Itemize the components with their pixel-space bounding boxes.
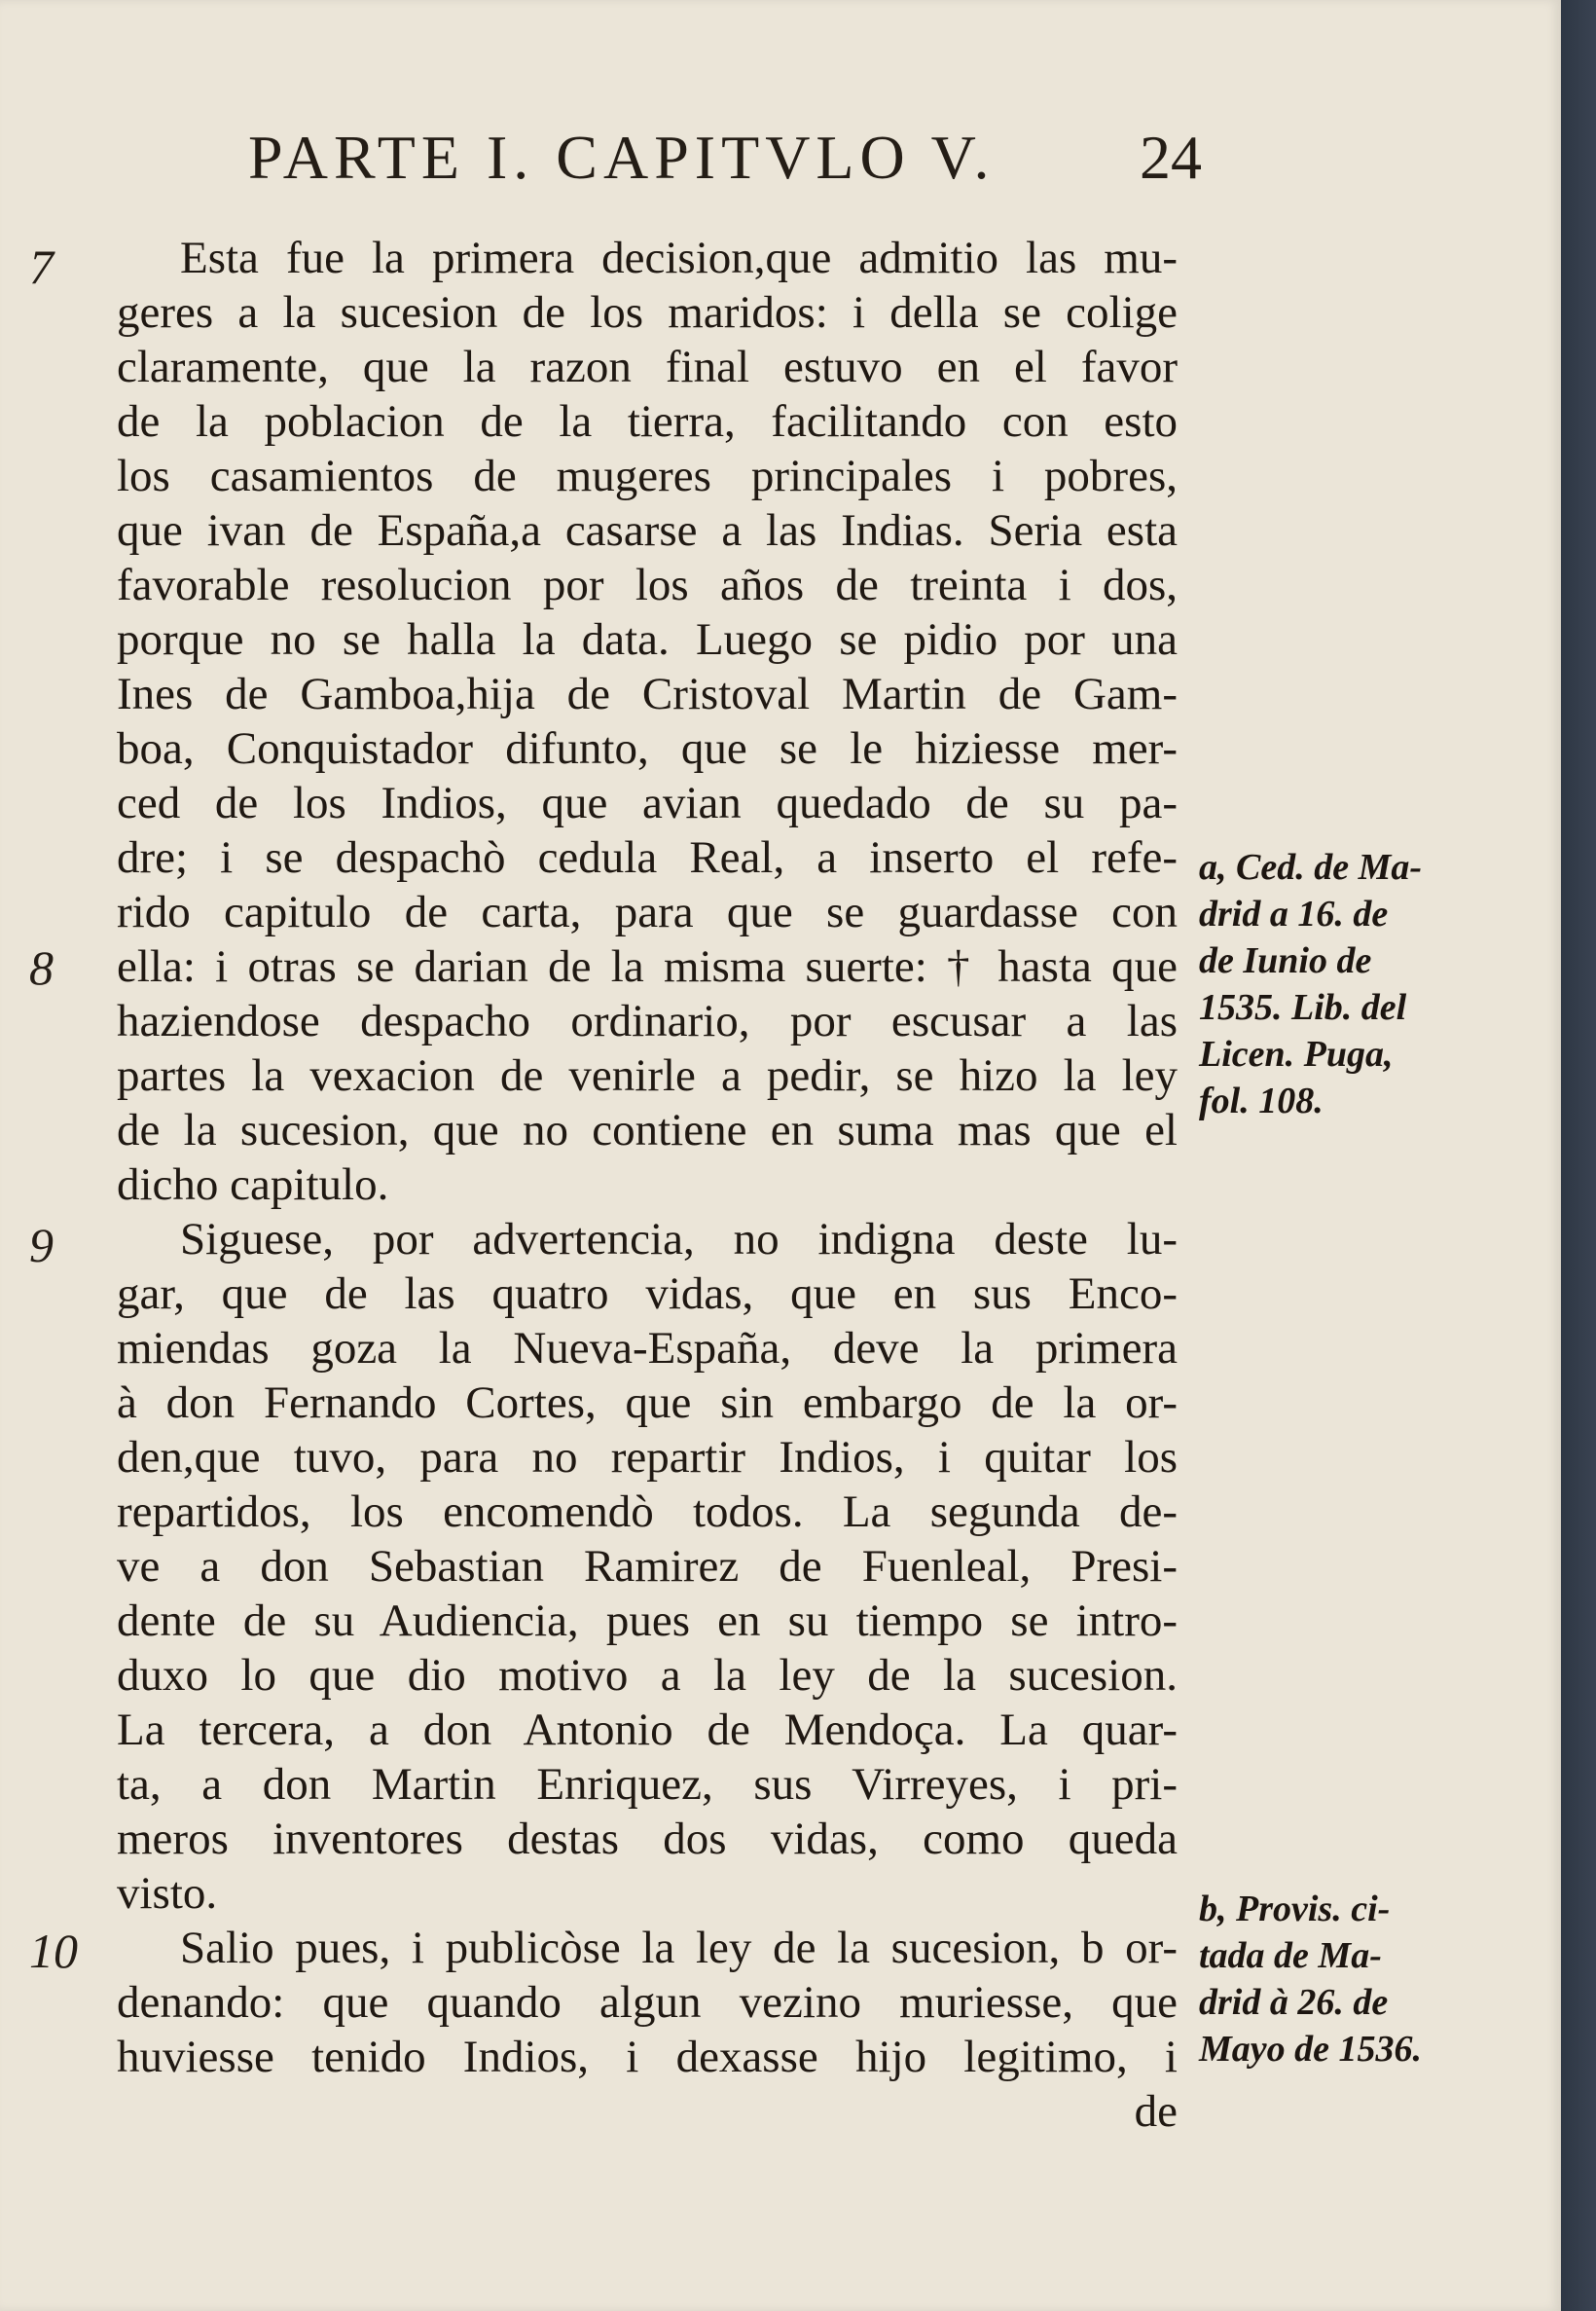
body-line: porque no se halla la data. Luego se pidio por una — [117, 614, 1178, 665]
body-line: repartidos, los encomendò todos. La segunda de- — [117, 1486, 1178, 1537]
body-line: Siguese, por advertencia, no indigna deste lu- — [180, 1214, 1178, 1265]
body-line: ve a don Sebastian Ramirez de Fuenleal, Presi- — [117, 1541, 1178, 1592]
body-line: duxo lo que dio motivo a la ley de la sucesion. — [117, 1650, 1178, 1701]
marginal-note-line: Mayo de 1536. — [1199, 2029, 1423, 2070]
marginal-note-line: b, Provis. ci- — [1199, 1889, 1391, 1929]
body-line: gar, que de las quatro vidas, que en sus Enco- — [117, 1268, 1178, 1319]
body-line: à don Fernando Cortes, que sin embargo de la or- — [117, 1377, 1178, 1428]
body-line: den,que tuvo, para no repartir Indios, i quitar los — [117, 1432, 1178, 1483]
body-line: huviesse tenido Indios, i dexasse hijo legitimo, i — [117, 2032, 1178, 2082]
marginal-note-line: Licen. Puga, — [1199, 1034, 1394, 1075]
body-line: de la sucesion, que no contiene en suma mas que el — [117, 1105, 1178, 1156]
body-line: ella: i otras se darian de la misma suerte: † hasta que — [117, 941, 1178, 992]
body-line: dente de su Audiencia, pues en su tiempo se intro- — [117, 1596, 1178, 1646]
page-number: 24 — [1140, 123, 1202, 192]
marginal-note-line: drid à 26. de — [1199, 1982, 1389, 2023]
body-line: ta, a don Martin Enriquez, sus Virreyes, i pri- — [117, 1759, 1178, 1810]
body-line: denando: que quando algun vezino muriesse, que — [117, 1977, 1178, 2028]
body-line: favorable resolucion por los años de treinta i dos, — [117, 560, 1178, 610]
body-line: Esta fue la primera decision,que admitio las mu- — [180, 233, 1178, 283]
body-line: dicho capitulo. — [117, 1159, 389, 1210]
marginal-note-line: tada de Ma- — [1199, 1935, 1382, 1976]
body-line: La tercera, a don Antonio de Mendoça. La quar- — [117, 1705, 1178, 1755]
body-line: que ivan de España,a casarse a las Indias. Seria esta — [117, 505, 1178, 556]
body-line: geres a la sucesion de los maridos: i della se colige — [117, 287, 1178, 338]
body-line: partes la vexacion de venirle a pedir, se hizo la ley — [117, 1050, 1178, 1101]
body-line: dre; i se despachò cedula Real, a inserto el refe- — [117, 832, 1178, 883]
body-line: claramente, que la razon final estuvo en el favor — [117, 342, 1178, 392]
paragraph-number: 10 — [29, 1924, 78, 1978]
body-line: Ines de Gamboa,hija de Cristoval Martin de Gam- — [117, 669, 1178, 719]
body-line: visto. — [117, 1868, 218, 1919]
page-edge — [1561, 0, 1596, 2311]
body-line: boa, Conquistador difunto, que se le hiziesse mer- — [117, 723, 1178, 774]
marginal-note-line: de Iunio de — [1199, 940, 1372, 981]
body-line: meros inventores destas dos vidas, como queda — [117, 1814, 1178, 1864]
marginal-note-line: 1535. Lib. del — [1199, 987, 1407, 1028]
body-line: haziendose despacho ordinario, por escusar a las — [117, 996, 1178, 1046]
chapter-title: PARTE I. CAPITVLO V. — [248, 123, 996, 192]
marginal-note-line: fol. 108. — [1199, 1081, 1324, 1121]
catchword: de — [1134, 2086, 1178, 2137]
body-line: ced de los Indios, que avian quedado de su pa- — [117, 778, 1178, 828]
body-line: Salio pues, i publicòse la ley de la sucesion, b or- — [180, 1923, 1178, 1973]
running-head — [248, 122, 1202, 200]
body-line: rido capitulo de carta, para que se guardasse con — [117, 887, 1178, 937]
paragraph-number: 8 — [29, 940, 54, 995]
paragraph-number: 9 — [29, 1218, 54, 1272]
body-line: los casamientos de mugeres principales i pobres, — [117, 451, 1178, 501]
marginal-note-line: drid a 16. de — [1199, 894, 1389, 935]
marginal-note-line: a, Ced. de Ma- — [1199, 847, 1423, 888]
body-line: de la poblacion de la tierra, facilitando con esto — [117, 396, 1178, 447]
body-line: miendas goza la Nueva-España, deve la primera — [117, 1323, 1178, 1374]
paragraph-number: 7 — [29, 239, 54, 294]
